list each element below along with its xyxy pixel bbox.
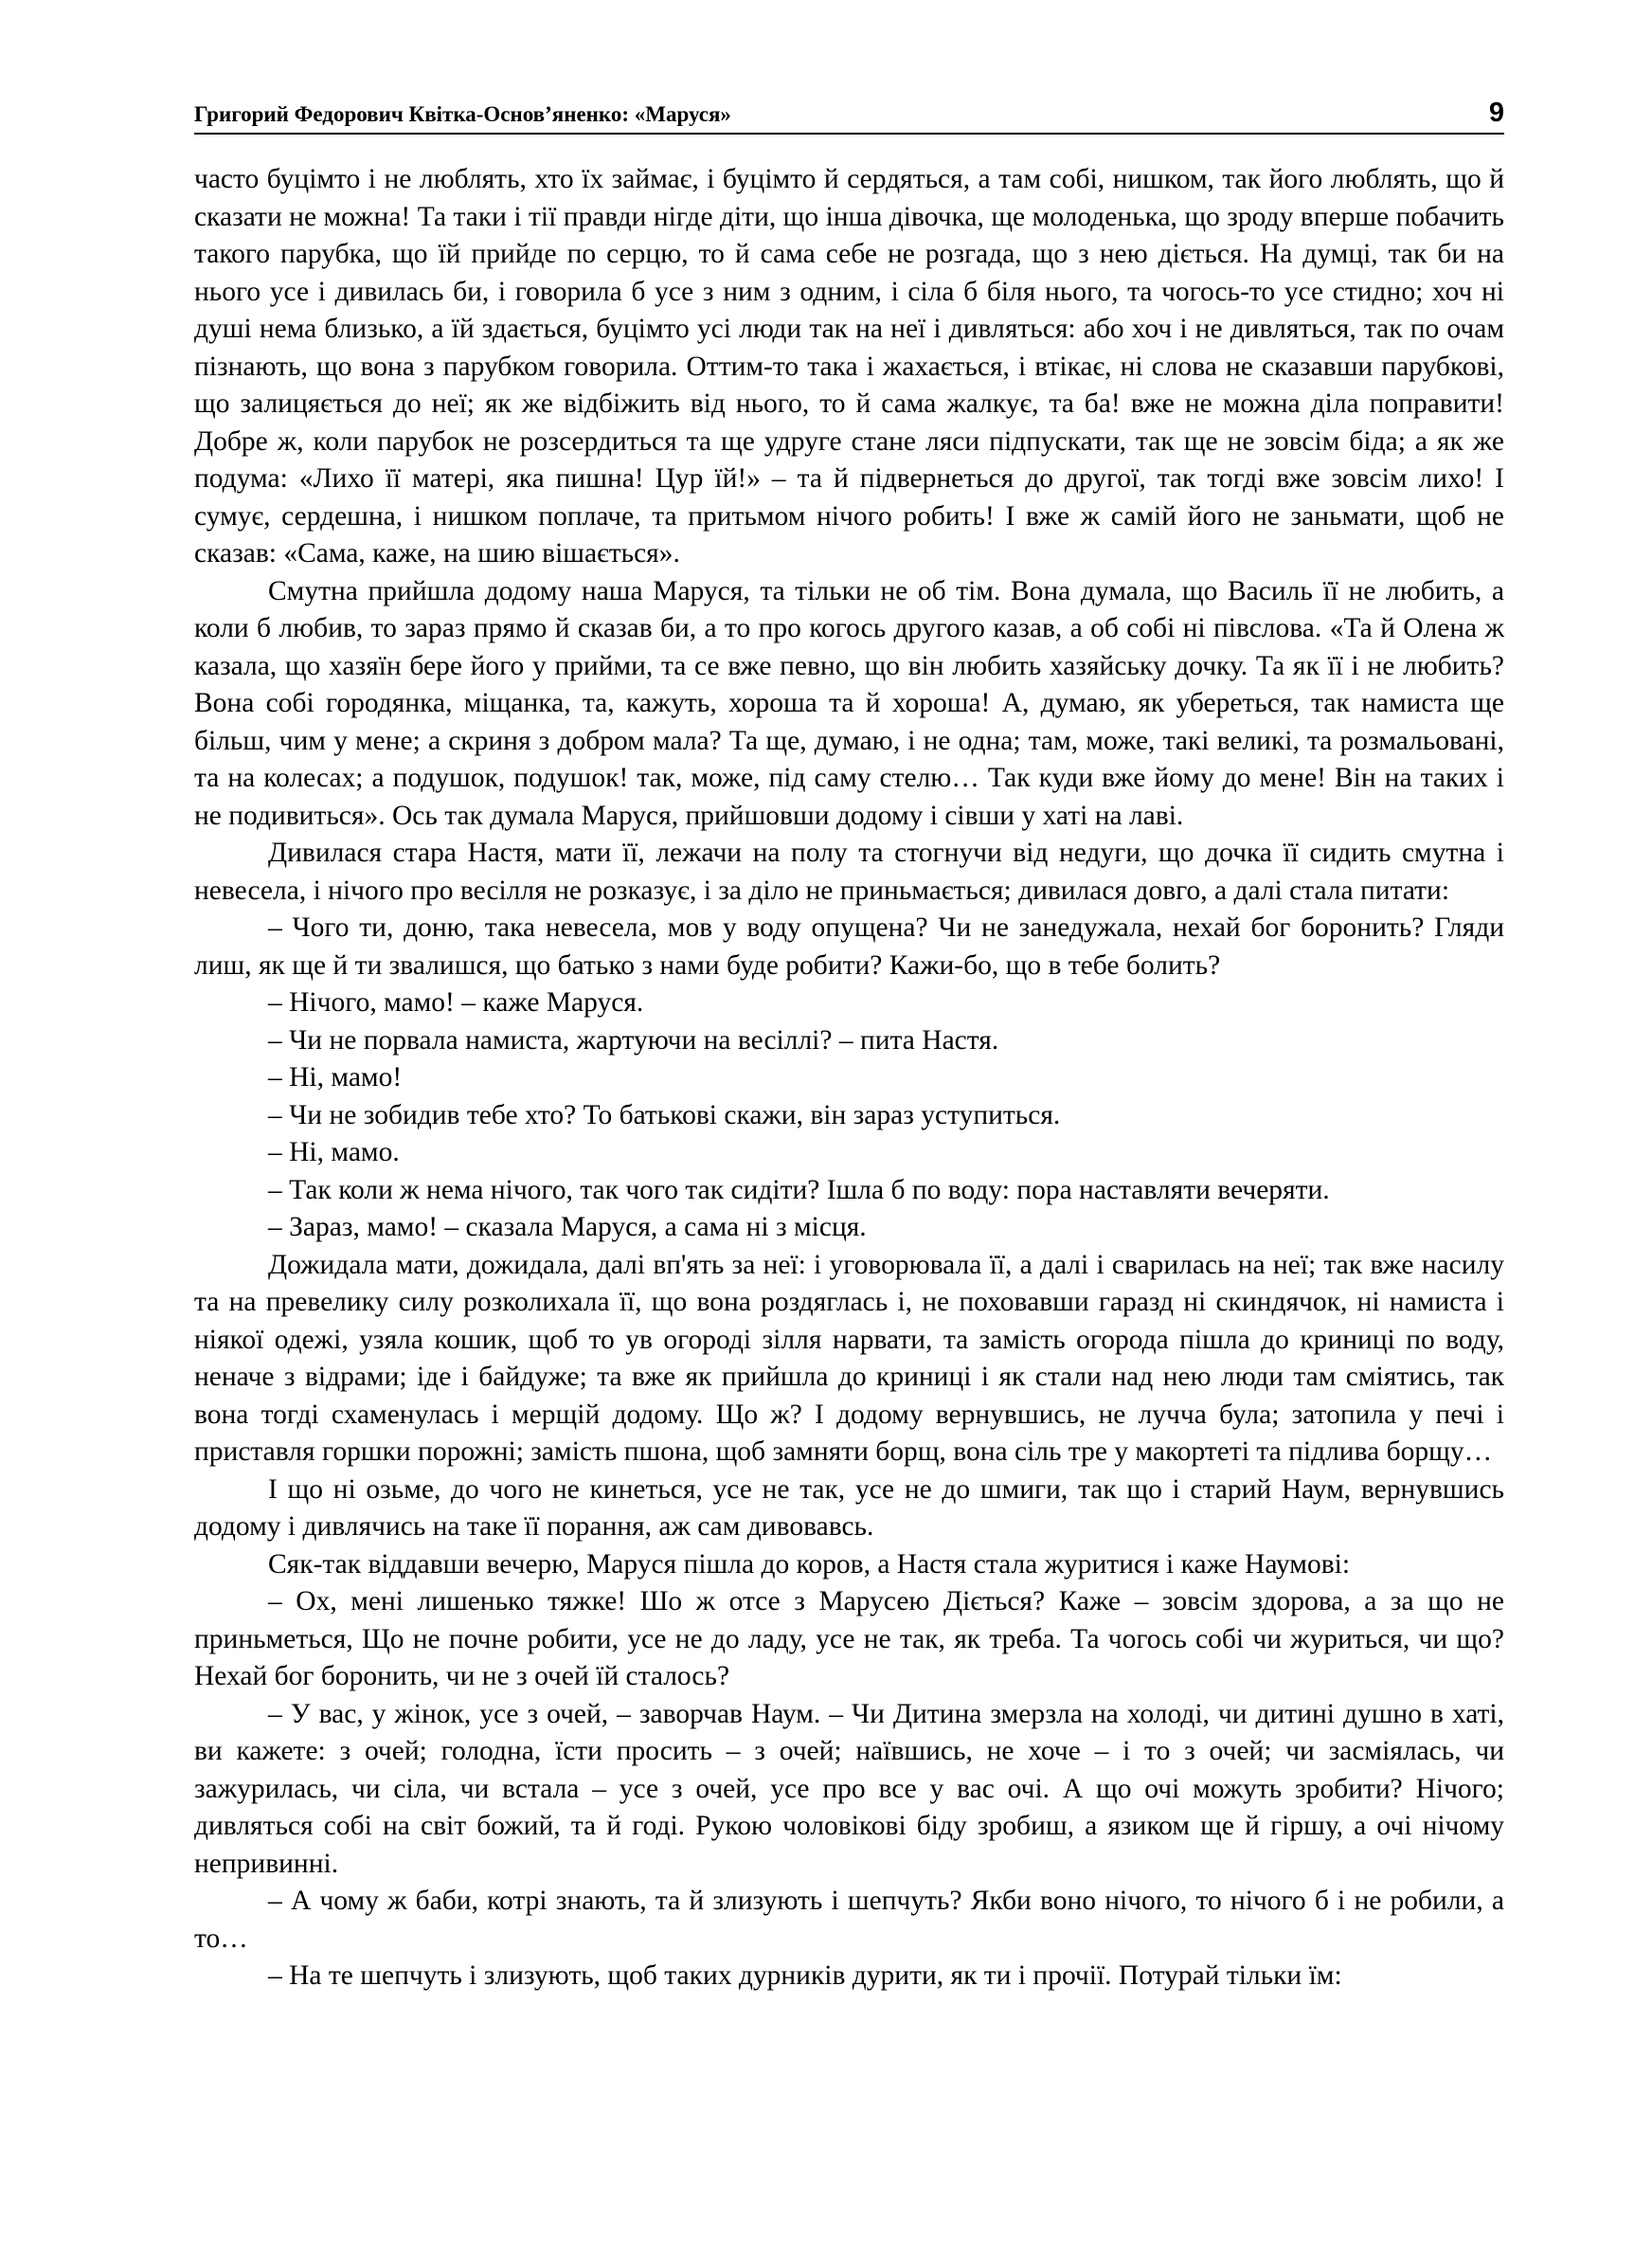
dialogue-line: – Так коли ж нема нічого, так чого так сидіти? Ішла б по воду: пора наставляти вечеряти. [268, 1174, 1330, 1205]
body-text [194, 161, 1504, 1995]
dialogue-line: – Зараз, мамо! – сказала Маруся, а сама ні з місця. [268, 1212, 867, 1242]
dialogue-line: – А чому ж баби, котрі знають, та й злизують і шепчуть? Якби воно нічого, то нічого б і не робили, а то… [194, 1886, 1504, 1954]
dialogue-line: – Чи не порвала намиста, жартуючи на весіллі? – пита Настя. [268, 1024, 999, 1056]
paragraph: І що ні озьме, до чого не кинеться, усе не так, усе не до шмиги, так що і старий Наум, вернувшись додому і дивлячись на таке її порання, аж сам дивовавсь. [194, 1473, 1504, 1542]
dialogue-line: – У вас, у жінок, усе з очей, – заворчав Наум. – Чи Дитина змерзла на холоді, чи дитині душно в хаті, ви кажете: з очей; голодна, їсти просить – з очей; наївшись, не хоче – і то з очей; чи засміялась, чи зажурилась, чи сіла, чи встала – усе з очей, усе про все у вас очі. А що очі можуть зробити? Нічого; дивляться собі на світ божий, та й годі. Рукою чоловікові біду зробиш, а язиком ще й гіршу, а очі нічому непривинні. [194, 1698, 1504, 1879]
dialogue-line: – Ні, мамо. [268, 1137, 400, 1167]
paragraph: Дожидала мати, дожидала, далі вп'ять за неї: і уговорювала її, а далі і сварилась на неї; так вже насилу та на превелику силу розколихала її, що вона роздяглась і, не поховавши гаразд ні скиндячок, ні намиста і ніякої одежі, узяла кошик, щоб то ув огороді зілля нарвати, та замість огорода пішла до криниці по воду, неначе з відрами; іде і байдуже; та вже як прийшла до криниці і як стали над нею люди там сміятись, так вона тогді схаменулась і мерщій додому. Що ж? І додому вернувшись, не лучча була; затопила у печі і приставля горшки порожні; замість пшона, щоб замняти борщ, вона сіль тре у макортеті та підлива борщу… [194, 1249, 1504, 1467]
dialogue-line: – Ох, мені лишенько тяжке! Шо ж отсе з Марусею Діється? Каже – зовсім здорова, а за що не приньметься, Що не почне робити, усе не до ладу, усе не так, як треба. Та чогось собі чи журиться, чи що? Нехай бог боронить, чи не з очей їй сталось? [194, 1586, 1504, 1691]
running-header [194, 95, 1504, 135]
page-number: 9 [1488, 98, 1504, 128]
paragraph: Смутна прийшла додому наша Маруся, та тільки не об тім. Вона думала, що Василь її не любить, а коли б любив, то зараз прямо й сказав би, а то про когось другого казав, а об собі ні півслова. «Та й Олена ж казала, що хазяїн бере його у прийми, та се вже певно, що він любить хазяйську дочку. Та як її і не любить? Вона собі городянка, міщанка, та, кажуть, хороша та й хороша! А, думаю, як убереться, так намиста ще більш, чим у мене; а скриня з добром мала? Та ще, думаю, і не одна; там, може, такі великі, та розмальовані, та на колесах; а подушок, подушок! так, може, під саму стелю… Так куди вже йому до мене! Він на таких і не подивиться». Ось так думала Маруся, прийшовши додому і сівши у хаті на лаві. [194, 575, 1504, 831]
paragraph: часто буцімто і не люблять, хто їх займає, і буцімто й сердяться, а там собі, нишком, так його люблять, що й сказати не можна! Та таки і тії правди нігде діти, що інша дівочка, ще молоденька, що зроду вперше побачить такого парубка, що їй прийде по серцю, то й сама себе не розгада, що з нею діється. На думці, так би на нього усе і дивилась би, і говорила б усе з ним з одним, і сіла б біля нього, та чогось-то усе стидно; хоч ні душі нема близько, а їй здається, буцімто усі люди так на неї і дивляться: або хоч і не дивляться, так по очам пізнають, що вона з парубком говорила. Оттим-то така і жахається, і втікає, ні слова не сказавши парубкові, що залицяється до неї; як же відбіжить від нього, то й сама жалкує, та ба! вже не можна діла поправити! Добре ж, коли парубок не розсердиться та ще удруге стане ляси підпускати, так ще не зовсім біда; а як же подума: «Лихо її матері, яка пишна! Цур їй!» – та й підвернеться до другої, так тогді вже зовсім лихо! І сумує, сердешна, і нишком поплаче, та притьмом нічого робить! І вже ж самій його не заньмати, щоб не сказав: «Сама, каже, на шию вішається». [194, 164, 1504, 569]
dialogue-line: – Ні, мамо! [268, 1062, 403, 1092]
header-title: Григорий Федорович Квітка-Основ’яненко: «Маруся» [194, 102, 731, 126]
dialogue-line: – Чого ти, доню, така невесела, мов у воду опущена? Чи не занедужала, нехай бог боронить? Гляди лиш, як ще й ти звалишся, що батько з нами буде робити? Кажи-бо, що в тебе болить? [194, 912, 1504, 981]
dialogue-line: – На те шепчуть і злизують, щоб таких дурників дурити, як ти і прочії. Потурай тільки їм: [268, 1960, 1342, 1991]
dialogue-line: – Чи не зобидив тебе хто? То батькові скажи, він зараз уступиться. [268, 1099, 1061, 1130]
dialogue-line: – Нічого, мамо! – каже Маруся. [268, 987, 644, 1018]
paragraph: Сяк-так віддавши вечерю, Маруся пішла до коров, а Настя стала журитися і каже Наумові: [268, 1548, 1351, 1580]
paragraph: Дивилася стара Настя, мати її, лежачи на полу та стогнучи від недуги, що дочка її сидить смутна і невесела, і нічого про весілля не розказує, і за діло не приньмається; дивилася довго, а далі стала питати: [194, 838, 1504, 906]
